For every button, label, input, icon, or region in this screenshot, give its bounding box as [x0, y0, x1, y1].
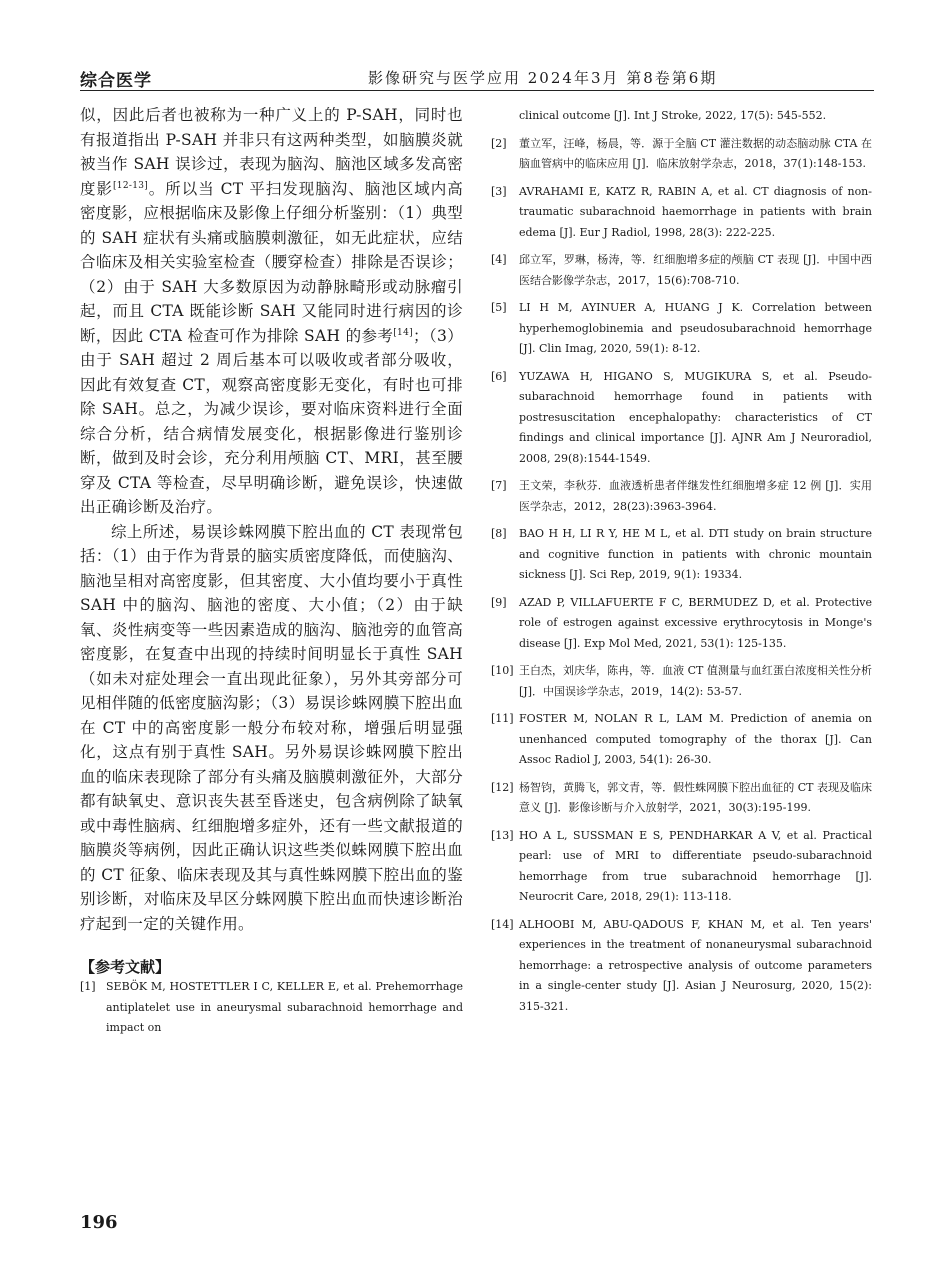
references-heading: 【参考文献】: [80, 958, 171, 976]
paragraph-1-text-c: ；（3）由于 SAH 超过 2 周后基本可以吸收或者部分吸收，因此有效复查 CT，观察高密度影无变化，有时也可排除 SAH。总之，为减少误诊，要对临床资料进行全面综合分析，结合病情发展变化，根据影像进行鉴别诊断，做到及时会诊，充分利用颅脑 CT、MRI，甚至腰穿及 CTA 等检查，尽早明确诊断，避免误诊，快速做出正确诊断及治疗。: [80, 326, 463, 516]
reference-item: [491, 476, 872, 517]
reference-text: AZAD P, VILLAFUERTE F C, BERMUDEZ D, et al. Protective role of estrogen against excessive erythrocytosis in Monge's disease [J]. Exp Mol Med, 2021, 53(1): 125-135.: [519, 595, 872, 650]
reference-number: [5]: [491, 301, 507, 314]
reference-text: HO A L, SUSSMAN E S, PENDHARKAR A V, et al. Practical pearl: use of MRI to differentiate pseudo-subarachnoid hemorrhage from true subarachnoid hemorrhage [J]. Neurocrit Care, 2018, 29(1): 113-118.: [519, 828, 872, 903]
paragraph-2: 综上所述，易误诊蛛网膜下腔出血的 CT 表现常包括：（1）由于作为背景的脑实质密度降低，而使脑沟、脑池呈相对高密度影，但其密度、大小值均要小于真性 SAH 中的脑沟、脑池的密度、大小值；（2）由于缺氧、炎性病变等一些因素造成的脑沟、脑池旁的血管高密度影，在复查中出现的持续时间明显长于真性 SAH（如未对症处理会一直出现此征象），另外其旁部分可见相伴随的低密度脑沟影；（3）易误诊蛛网膜下腔出血在 CT 中的高密度影一般分布较对称，增强后明显强化，这点有别于真性 SAH。另外易误诊蛛网膜下腔出血的临床表现除了部分有头痛及脑膜刺激征外，大部分都有缺氧史、意识丧失甚至昏迷史，包含病例除了缺氧或中毒性脑病、红细胞增多症外，还有一些文献报道的脑膜炎等病例，因此正确认识这些类似蛛网膜下腔出血的 CT 征象、临床表现及其与真性蛛网膜下腔出血的鉴别诊断，对临床及早区分蛛网膜下腔出血而快速诊断治疗起到一定的关键作用。: [80, 522, 463, 933]
reference-number: [13]: [491, 828, 514, 842]
reference-text: BAO H H, LI R Y, HE M L, et al. DTI study on brain structure and cognitive function in patients with chronic mountain sickness [J]. Sci Rep, 2019, 9(1): 19334.: [519, 527, 872, 581]
reference-text: AVRAHAMI E, KATZ R, RABIN A, et al. CT diagnosis of non-traumatic subarachnoid haemorrhage in patients with brain edema [J]. Eur J Radiol, 1998, 28(3): 222-225.: [519, 184, 872, 239]
paragraph-1-text-b: 。所以当 CT 平扫发现脑沟、脑池区域内高密度影，应根据临床及影像上仔细分析鉴别：（1）典型的 SAH 症状有头痛或脑膜刺激征，如无此症状，应结合临床及相关实验室检查（腰穿检查）排除是否误诊；（2）由于 SAH 大多数原因为动静脉畸形或动脉瘤引起，而且 CTA 既能诊断 SAH 又能同时进行病因的诊断，因此 CTA 检查可作为排除 SAH 的参考: [80, 179, 464, 345]
reference-item: [491, 367, 872, 470]
reference-item: [491, 298, 872, 360]
reference-item: [491, 250, 872, 291]
reference-item: [491, 524, 872, 586]
reference-number: [8]: [491, 527, 507, 540]
reference-item: [491, 826, 872, 908]
reference-item: [491, 593, 872, 655]
reference-item: [491, 709, 872, 771]
reference-text: 王白杰，刘庆华，陈冉，等．血液 CT 值测量与血红蛋白浓度相关性分析 [J]．中国误诊学杂志，2019，14(2): 53-57.: [519, 664, 872, 698]
reference-item: [491, 134, 872, 175]
reference-number: [6]: [491, 369, 507, 383]
paragraph-1-text-a: 似，因此后者也被称为一种广义上的 P-SAH，同时也有报道指出 P-SAH 并非只有这两种类型，如脑膜炎就被当作 SAH 误诊过，表现为脑沟、脑池区域多发高密度影: [80, 106, 464, 198]
reference-number: [14]: [491, 917, 514, 931]
reference-number: [9]: [491, 595, 507, 609]
body-text-column: [80, 103, 463, 936]
reference-item: [491, 182, 872, 244]
paragraph-1: [80, 103, 463, 520]
reference-number: [10]: [491, 664, 514, 677]
running-header: [80, 64, 874, 91]
reference-text: 王文荣，李秋芬．血液透析患者伴继发性红细胞增多症 12 例 [J]．实用医学杂志，2012，28(23):3963-3964.: [519, 479, 872, 513]
reference-number: [11]: [491, 712, 514, 725]
reference-item: [80, 977, 463, 1039]
reference-item: [491, 778, 872, 819]
reference-number: [3]: [491, 184, 507, 198]
reference-item: [491, 661, 872, 702]
reference-list-left: [80, 977, 463, 1046]
reference-number: [1]: [80, 980, 96, 993]
journal-info: 影像研究与医学应用 2024年3月 第8卷第6期: [368, 69, 718, 87]
reference-text: 邱立军，罗琳，杨涛，等．红细胞增多症的颅脑 CT 表现 [J]．中国中西医结合影像学杂志，2017，15(6):708-710.: [519, 253, 872, 287]
reference-text: LI H M, AYINUER A, HUANG J K. Correlation between hyperhemoglobinemia and pseudosubarachnoid hemorrhage [J]. Clin Imag, 2020, 59(1): 8-12.: [519, 301, 872, 355]
reference-text: ALHOOBI M, ABU-QADOUS F, KHAN M, et al. Ten years' experiences in the treatment of nonaneurysmal subarachnoid hemorrhage: a retrospective analysis of outcome parameters in a single-center study [J]. Asian J Neurosurg, 2020, 15(2): 315-321.: [519, 917, 872, 1013]
citation-12-13[interactable]: [12-13]: [112, 180, 149, 191]
reference-number: [4]: [491, 253, 507, 266]
reference-continuation: clinical outcome [J]. Int J Stroke, 2022, 17(5): 545-552.: [519, 109, 827, 122]
reference-number: [12]: [491, 780, 514, 794]
reference-text: 杨智钧，黄腾飞，郭文青，等．假性蛛网膜下腔出血征的 CT 表现及临床意义 [J]．影像诊断与介入放射学，2021，30(3):195-199.: [519, 780, 872, 814]
reference-text: YUZAWA H, HIGANO S, MUGIKURA S, et al. Pseudo-subarachnoid hemorrhage found in patients with postresuscitation encephalopathy: characteristics of CT findings and clinical importance [J]. AJNR Am J Neuroradiol, 2008, 29(8):1544-1549.: [519, 369, 872, 465]
reference-number: [2]: [491, 136, 507, 150]
citation-14[interactable]: [14]: [393, 327, 413, 338]
reference-list-right: [491, 106, 872, 1024]
page-number: 196: [80, 1212, 118, 1233]
reference-text: 董立军，汪峰，杨晨，等．源于全脑 CT 灌注数据的动态脑动脉 CTA 在脑血管病中的临床应用 [J]．临床放射学杂志，2018，37(1):148-153.: [519, 136, 872, 170]
reference-text: SEBÖK M, HOSTETTLER I C, KELLER E, et al. Prehemorrhage antiplatelet use in aneurysmal subarachnoid hemorrhage and impact on: [106, 980, 463, 1034]
reference-item: [491, 915, 872, 1018]
reference-number: [7]: [491, 479, 507, 492]
section-label: 综合医学: [80, 71, 152, 91]
reference-text: FOSTER M, NOLAN R L, LAM M. Prediction of anemia on unenhanced computed tomography of the thorax [J]. Can Assoc Radiol J, 2003, 54(1): 26-30.: [519, 712, 872, 766]
